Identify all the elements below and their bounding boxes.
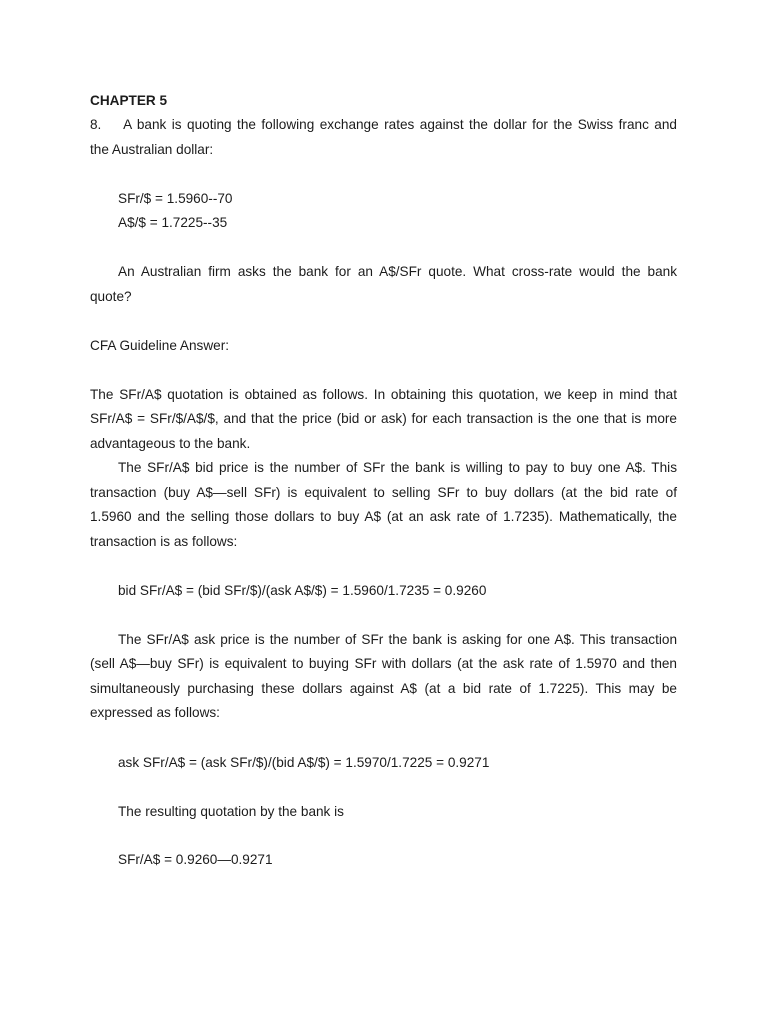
ask-paragraph-line: simultaneously purchasing these dollars against A$ (at a bid rate of 1.7225). This may be bbox=[90, 681, 677, 696]
question-ask-line: An Australian firm asks the bank for an A$/SFr quote. What cross-rate would the bank bbox=[118, 264, 677, 279]
ask-paragraph-line: The SFr/A$ ask price is the number of SFr the bank is asking for one A$. This transaction bbox=[118, 632, 677, 647]
intro-line: advantageous to the bank. bbox=[90, 436, 251, 451]
bid-paragraph-line: The SFr/A$ bid price is the number of SFr the bank is willing to pay to buy one A$. This bbox=[118, 460, 677, 475]
bid-formula: bid SFr/A$ = (bid SFr/$)/(ask A$/$) = 1.5960/1.7235 = 0.9260 bbox=[118, 583, 487, 598]
ask-paragraph-line: expressed as follows: bbox=[90, 705, 220, 720]
ask-formula: ask SFr/A$ = (ask SFr/$)/(bid A$/$) = 1.5970/1.7225 = 0.9271 bbox=[118, 755, 490, 770]
ask-paragraph-line: (sell A$—buy SFr) is equivalent to buying SFr with dollars (at the ask rate of 1.5970 and then bbox=[90, 656, 677, 671]
result-quote: SFr/A$ = 0.9260—0.9271 bbox=[118, 852, 273, 867]
question-ask-line: quote? bbox=[90, 289, 132, 304]
bid-paragraph-line: transaction (buy A$—sell SFr) is equivalent to selling SFr to buy dollars (at the bid rate of bbox=[90, 485, 677, 500]
question-line: the Australian dollar: bbox=[90, 142, 214, 157]
intro-line: The SFr/A$ quotation is obtained as follows. In obtaining this quotation, we keep in mind that bbox=[90, 387, 677, 402]
chapter-heading: CHAPTER 5 bbox=[90, 93, 168, 108]
bid-paragraph-line: transaction is as follows: bbox=[90, 534, 238, 549]
answer-heading: CFA Guideline Answer: bbox=[90, 338, 230, 353]
result-intro: The resulting quotation by the bank is bbox=[118, 804, 344, 819]
intro-line: SFr/A$ = SFr/$/A$/$, and that the price (bid or ask) for each transaction is the one that is more bbox=[90, 411, 677, 426]
question-line: 8. A bank is quoting the following exchange rates against the dollar for the Swiss franc and bbox=[90, 117, 677, 132]
rate-sfr-usd: SFr/$ = 1.5960--70 bbox=[118, 191, 233, 206]
bid-paragraph-line: 1.5960 and the selling those dollars to buy A$ (at an ask rate of 1.7235). Mathematically, the bbox=[90, 509, 677, 524]
rate-aud-usd: A$/$ = 1.7225--35 bbox=[118, 215, 228, 230]
